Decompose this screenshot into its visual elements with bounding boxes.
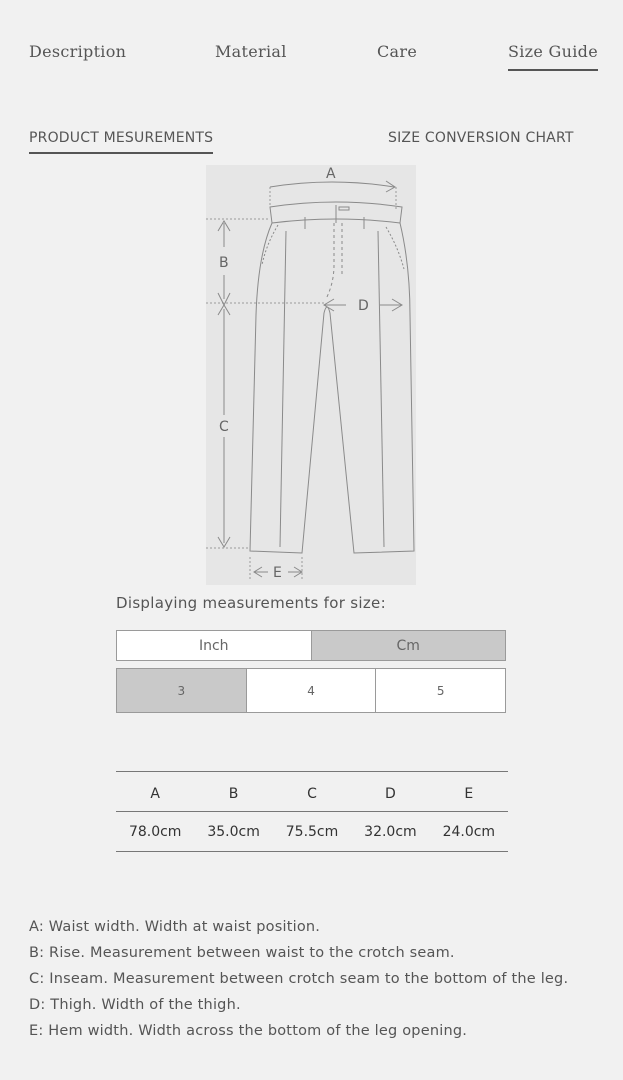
value-b: 35.0cm [207,823,260,840]
measurements-value-row [116,812,508,851]
label-a: A [326,166,336,182]
tab-bar [0,42,623,82]
measurements-table [116,771,508,852]
label-b: B [219,255,229,271]
tab-description[interactable]: Description [29,42,127,61]
unit-cm-button[interactable]: Cm [312,631,506,660]
tab-material[interactable]: Material [215,42,287,61]
value-a: 78.0cm [128,823,182,840]
size-selector [116,668,506,713]
unit-toggle [116,630,506,661]
label-d: D [358,298,369,314]
label-c: C [219,419,229,435]
value-d: 32.0cm [364,823,417,840]
tab-care[interactable]: Care [377,42,418,61]
size-4-button[interactable]: 4 [247,669,377,712]
size-5-button[interactable]: 5 [376,669,505,712]
header-d: D [385,785,396,802]
note-b: B: Rise. Measurement between waist to the crotch seam. [29,945,455,961]
value-c: 75.5cm [285,823,339,840]
note-a: A: Waist width. Width at waist position. [29,919,321,935]
size-selector-label: Displaying measurements for size: [116,594,386,612]
note-c: C: Inseam. Measurement between crotch seam to the bottom of the leg. [29,971,569,987]
subtab-size-conversion-chart[interactable]: SIZE CONVERSION CHART [388,130,574,146]
tab-size-guide[interactable]: Size Guide [508,42,598,71]
trouser-diagram [206,165,416,585]
unit-inch-button[interactable]: Inch [117,631,312,660]
trouser-illustration [206,165,416,585]
measurement-notes [29,914,609,1044]
value-e: 24.0cm [442,823,496,840]
size-3-button[interactable]: 3 [117,669,247,712]
note-e: E: Hem width. Width across the bottom of the leg opening. [29,1023,468,1039]
header-b: B [228,785,239,802]
header-c: C [307,785,317,802]
measurements-header-row [116,772,508,812]
header-a: A [150,785,160,802]
subtab-product-measurements[interactable]: PRODUCT MESUREMENTS [29,130,213,154]
header-e: E [464,785,474,802]
label-e: E [273,565,282,581]
note-d: D: Thigh. Width of the thigh. [29,997,241,1013]
